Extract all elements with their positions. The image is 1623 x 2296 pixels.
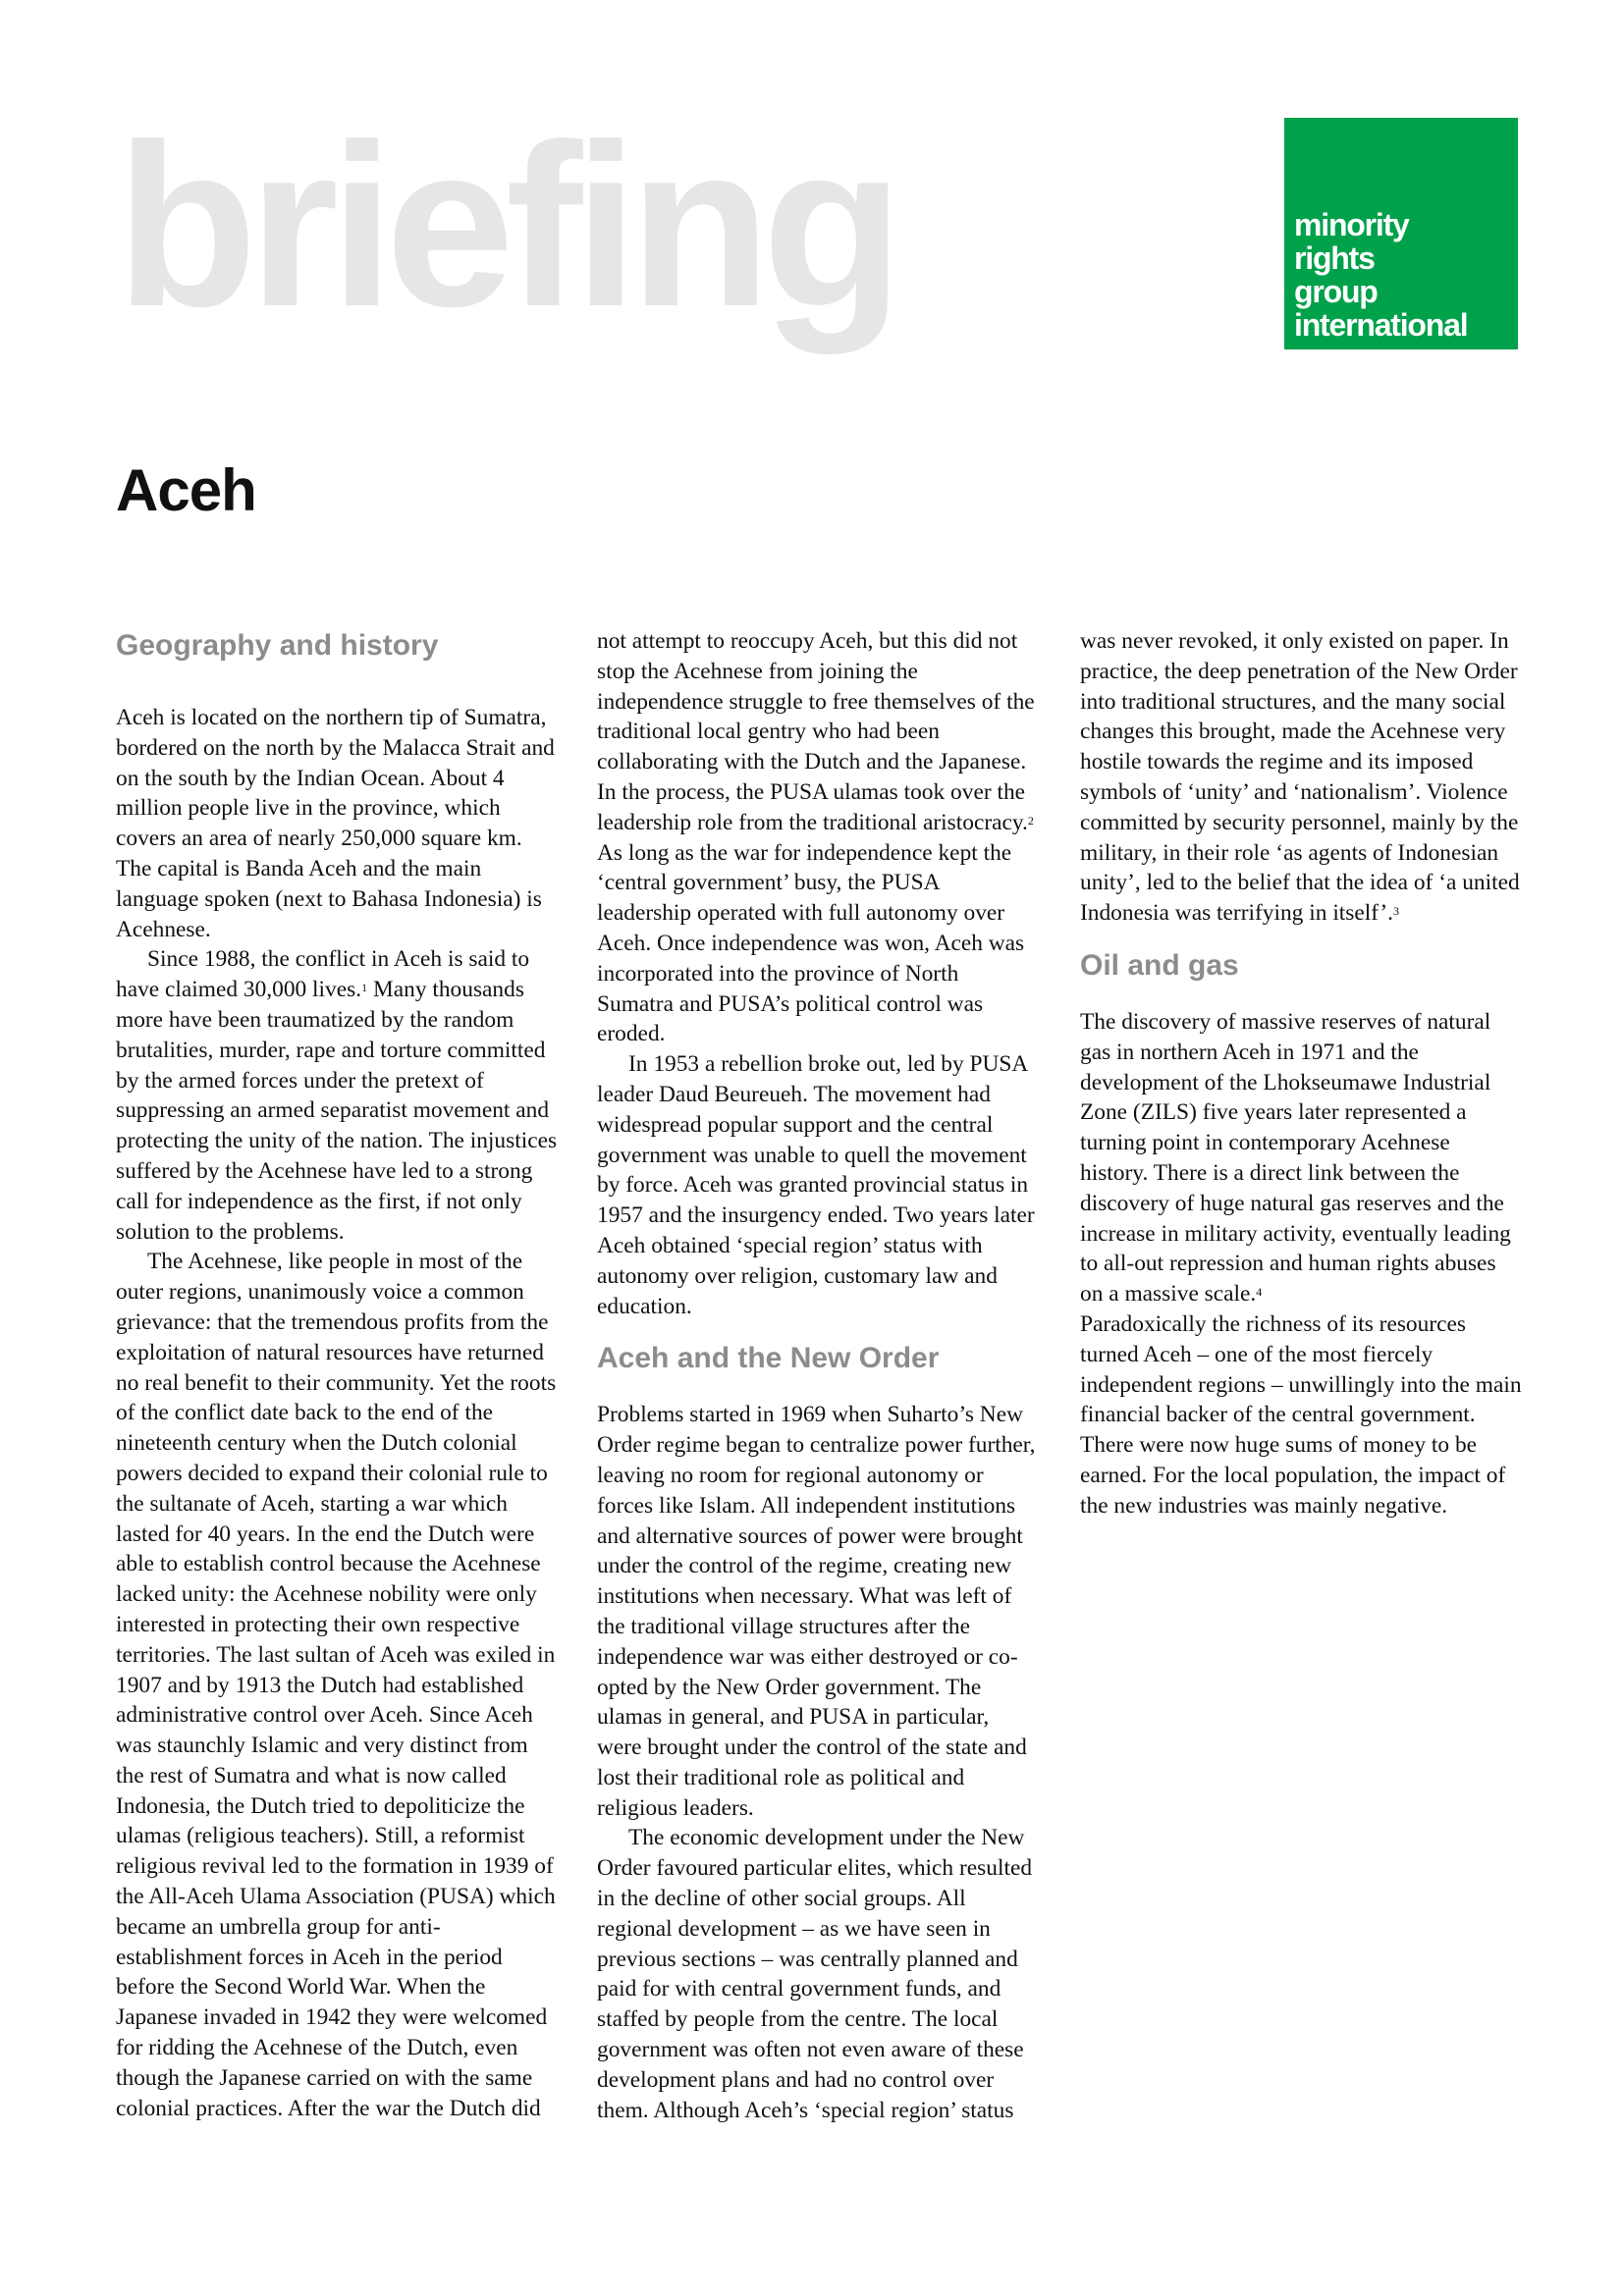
logo-line: minority xyxy=(1294,207,1409,242)
page-title: Aceh xyxy=(116,457,256,523)
body-paragraph: Since 1988, the conflict in Aceh is said to have claimed 30,000 lives.$^1$ Many thousands more have been traumatized by the random brutalities, murder, rape and torture committed by the armed forces under the pretext of suppressing an armed separatist movement and protecting the unity of the nation. The injustices suffered by the Acehnese have led to a strong call for independence as the first, if not only solution to the problems. xyxy=(116,946,558,1245)
body-paragraph: not attempt to reoccupy Aceh, but this did not stop the Acehnese from joining the independence struggle to free themselves of the traditional local gentry who had been collaborating with the Dutch and the Japanese. In the process, the PUSA ulamas took over the leadership role from the traditional aristocracy.$^2$ xyxy=(597,628,1035,835)
logo-line: rights xyxy=(1294,240,1375,276)
body-paragraph: was never revoked, it only existed on paper. In practice, the deep penetration of the New Order into traditional structures, and the many social changes this brought, made the Acehnese very hostile towards the regime and its imposed symbols of ‘unity’ and ‘nationalism’. Violence committed by security personnel, mainly by the military, in their role ‘as agents of Indonesian unity’, led to the belief that the idea of ‘a united Indonesia was terrifying in itself’.$^3$ xyxy=(1080,628,1520,927)
body-paragraph: The Acehnese, like people in most of the outer regions, unanimously voice a common grievance: that the tremendous profits from the exploitation of natural resources have returned no real benefit to their community. Yet the roots of the conflict date back to the end of the nineteenth century when the Dutch colonial powers decided to expand their colonial rule to the sultanate of Aceh, starting a war which lasted for 40 years. In the end the Dutch were able to establish control because the Acehnese lacked unity: the Acehnese nobility were only interested in protecting their own respective territories. The last sultan of Aceh was exiled in 1907 and by 1913 the Dutch had established administrative control over Aceh. Since Aceh was staunchly Islamic and very distinct from the rest of Sumatra and what is now called Indonesia, the Dutch tried to depoliticize the ulamas (religious teachers). Still, a reformist religious revival led to the formation in 1939 of the All-Aceh Ulama Association (PUSA) which became an umbrella group for anti-establishment forces in Aceh in the period before the Second World War. When the Japanese invaded in 1942 they were welcomed for ridding the Acehnese of the Dutch, even though the Japanese carried on with the same colonial practices. After the war the Dutch did xyxy=(116,1249,557,2121)
column-2 xyxy=(597,626,1039,2125)
body-paragraph: The economic development under the New Order favoured particular elites, which resulted in the decline of other social groups. All regional development – as we have seen in previous sections – was centrally planned and paid for with central government funds, and staffed by people from the centre. The local government was often not even aware of these development plans and had no control over them. Although Aceh’s ‘special region’ status xyxy=(597,1825,1033,2123)
briefing-masthead: briefing xyxy=(116,96,895,355)
body-paragraph: Aceh is located on the northern tip of Sumatra, bordered on the north by the Malacca Strait and on the south by the Indian Ocean. About 4 million people live in the province, which covers an area of nearly 250,000 square km. The capital is Banda Aceh and the main language spoken (next to Bahasa Indonesia) is Acehnese. xyxy=(116,705,555,942)
column-1 xyxy=(116,626,558,2123)
body-paragraph: Problems started in 1969 when Suharto’s New Order regime began to centralize power further, leaving no room for regional autonomy or forces like Islam. All independent institutions and alternative sources of power were brought under the control of the regime, creating new institutions when necessary. What was left of the traditional village structures after the independence war was either destroyed or co-opted by the New Order government. The ulamas in general, and PUSA in particular, were brought under the control of the state and lost their traditional role as political and religious leaders. xyxy=(597,1402,1036,1821)
logo-line: international xyxy=(1294,307,1468,343)
footnote-ref: 4 xyxy=(1256,1285,1263,1300)
footnote-ref: 1 xyxy=(361,981,368,995)
column-3 xyxy=(1080,626,1522,1522)
section-heading-oil-gas: Oil and gas xyxy=(1080,948,1239,982)
body-paragraph: In 1953 a rebellion broke out, led by PUSA leader Daud Beureueh. The movement had widespread popular support and the central government was unable to quell the movement by force. Aceh was granted provincial status in 1957 and the insurgency ended. Two years later Aceh obtained ‘special region’ status with autonomy over religion, customary law and education. xyxy=(597,1051,1035,1319)
body-paragraph: As long as the war for independence kept the ‘central government’ busy, the PUSA leadership operated with full autonomy over Aceh. Once independence was won, Aceh was incorporated into the province of North Sumatra and PUSA’s political control was eroded. xyxy=(597,839,1025,1047)
body-paragraph: The discovery of massive reserves of natural gas in northern Aceh in 1971 and the development of the Lhokseumawe Industrial Zone (ZILS) five years later represented a turning point in contemporary Acehnese history. There is a direct link between the discovery of huge natural gas reserves and the increase in military activity, eventually leading to all-out repression and human rights abuses on a massive scale.$^4$ xyxy=(1080,1008,1511,1308)
body-paragraph: Paradoxically the richness of its resources turned Aceh – one of the most fiercely independent regions – unwillingly into the main financial backer of the central government. There were now huge sums of money to be earned. For the local population, the impact of the new industries was mainly negative. xyxy=(1080,1310,1522,1519)
logo-line: group xyxy=(1294,274,1378,309)
section-heading-geography: Geography and history xyxy=(116,629,439,662)
mrg-logo xyxy=(1284,118,1518,349)
section-heading-new-order: Aceh and the New Order xyxy=(597,1342,940,1375)
